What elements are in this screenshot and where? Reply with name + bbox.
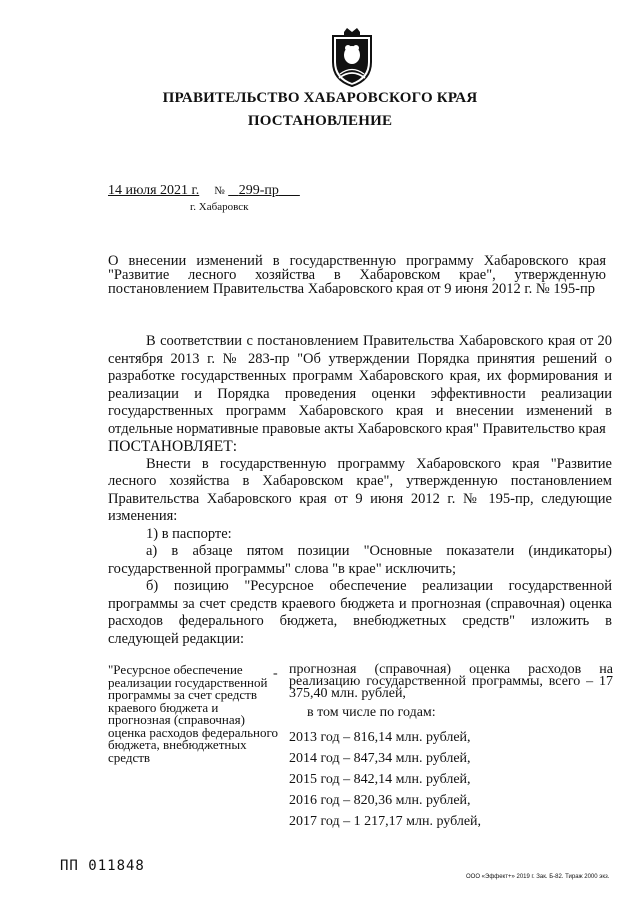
date-number-line	[108, 183, 314, 199]
document-body	[108, 333, 612, 648]
total-funding-text: прогнозная (справочная) оценка расходов на реализацию государственной программы, всего – 17 375,40 млн. рублей,	[289, 662, 613, 701]
item-b-paragraph: б) позицию "Ресурсное обеспечение реализации государственной программы за счет средств краевого бюджета и прогнозная (справочная) оценка расходов федерального бюджета, внебюджетных средств" изложить в следующей редакции:	[108, 578, 612, 647]
year-row: 2016 год – 820,36 млн. рублей,	[289, 793, 471, 808]
serial-number: ПП 011848	[60, 858, 145, 874]
year-row: 2014 год – 847,34 млн. рублей,	[289, 751, 471, 766]
document-date: 14 июля 2021 г.	[108, 183, 200, 198]
table-left-cell: "Ресурсное обеспечение реализации государственной программы за счет средств краевого бюджета и прогнозная (справочная) оценка расходов федерального бюджета, внебюджетных средств	[108, 662, 278, 765]
document-number: 299-пр	[238, 183, 279, 198]
item-a-paragraph: а) в абзаце пятом позиции "Основные показатели (индикаторы) государственной программы" слова "в крае" исключить;	[108, 543, 612, 577]
printer-imprint: ООО «Эффект+» 2019 г. Зак. Б-82. Тираж 2000 экз.	[466, 874, 610, 880]
amendment-paragraph: Внести в государственную программу Хабаровского края "Развитие лесного хозяйства в Хабаровском крае", утвержденную постановлением Правительства Хабаровского края от 9 июня 2012 г. № 195-пр, следующие изменения:	[108, 455, 612, 524]
government-title: ПРАВИТЕЛЬСТВО ХАБАРОВСКОГО КРАЯ	[162, 90, 478, 106]
document-type-title: ПОСТАНОВЛЕНИЕ	[247, 113, 393, 129]
preamble-paragraph: В соответствии с постановлением Правительства Хабаровского края от 20 сентября 2013 г. № 283-пр "Об утверждении Порядка принятия решений о разработке государственных программ Хабаровского края, их формирования и реализации и Порядка проведения оценки эффективности реализации государственных программ Хабаровского края и внесении изменений в отдельные нормативные правовые акты Хабаровского края" Правительство края	[108, 333, 612, 437]
by-years-label: в том числе по годам:	[307, 705, 436, 720]
number-sign: №	[214, 185, 225, 197]
year-row: 2013 год – 816,14 млн. рублей,	[289, 730, 471, 745]
year-row: 2017 год – 1 217,17 млн. рублей,	[289, 814, 482, 829]
years-list	[289, 727, 613, 832]
item-1-paragraph: 1) в паспорте:	[146, 525, 232, 542]
coat-of-arms-emblem	[327, 28, 377, 88]
table-dash: -	[273, 666, 278, 681]
year-row: 2015 год – 842,14 млн. рублей,	[289, 772, 471, 787]
decree-word: ПОСТАНОВЛЯЕТ:	[108, 438, 238, 455]
document-subject: О внесении изменений в государственную программу Хабаровского края "Развитие лесного хозяйства в Хабаровском крае", утвержденную постановлением Правительства Хабаровского края от 9 июня 2012 г. № 195-пр	[108, 253, 606, 297]
city-label: г. Хабаровск	[190, 201, 249, 213]
table-right-cell	[289, 664, 613, 832]
